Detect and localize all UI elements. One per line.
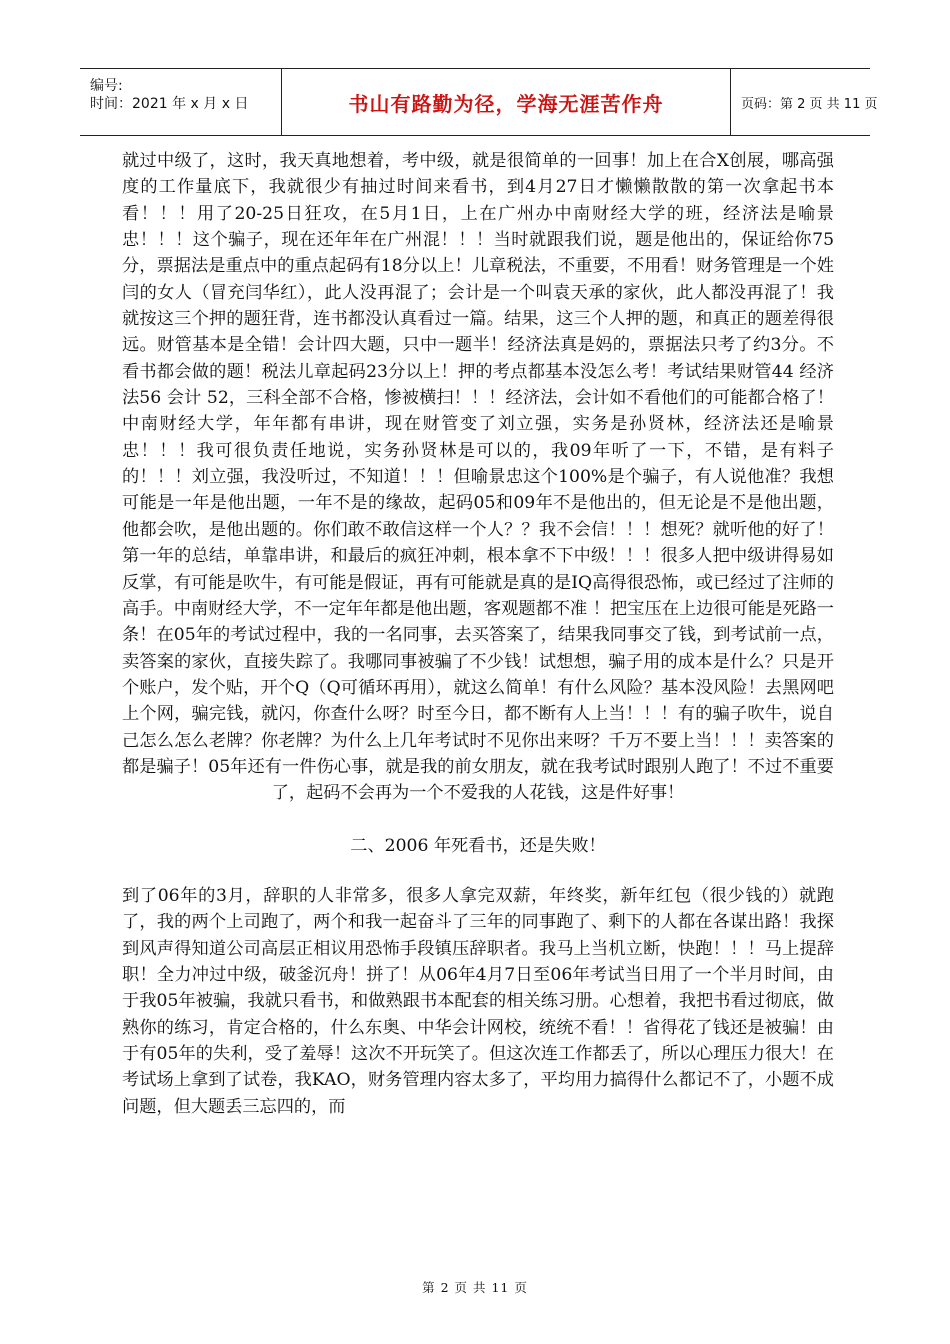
body-paragraph-2: 到了06年的3月，辞职的人非常多，很多人拿完双薪，年终奖，新年红包（很少钱的）就跑了，我的两个上司跑了，两个和我一起奋斗了三年的同事跑了、剩下的人都在各谋出路！我探到风声得知道公司高层正相议用恐怖手段镇压辞职者。我马上当机立断，快跑！！！马上提辞职！全力冲过中级，破釜沉舟！拼了！从06年4月7日至06年考试当日用了一个半月时间，由于我05年被骗，我就只看书，和做熟跟书本配套的相关练习册。心想着，我把书看过彻底，做熟你的练习，肯定合格的，什么东奥、中华会计网校，统统不看！！省得花了钱还是被骗！由于有05年的失利，受了羞辱！这次不开玩笑了。但这次连工作都丢了，所以心理压力很大！在考试场上拿到了试卷，我KAO，财务管理内容太多了，平均用力搞得什么都记不了，小题不成问题，但大题丢三忘四的，而 — [122, 885, 834, 1117]
header-page-cell — [731, 69, 878, 135]
header-page-info: 页码：第 2 页 共 11 页 — [741, 96, 878, 112]
body-paragraph-1: 就过中级了，这时，我天真地想着，考中级，就是很简单的一回事！加上在合X创展，哪高强度的工作量底下，我就很少有抽过时间来看书，到4月27日才懒懒散散的第一次拿起书本看！！！用了20-25日狂攻，在5月1日，上在广州办中南财经大学的班，经济法是喻景忠！！！这个骗子，现在还年年在广州混！！！当时就跟我们说，题是他出的，保证给你75分，票据法是重点中的重点起码有18分以上！儿章税法，不重要，不用看！财务管理是一个姓闫的女人（冒充闫华红），此人没再混了；会计是一个叫袁天承的家伙，此人都没再混了！我就按这三个押的题狂背，连书都没认真看过一篇。结果，这三个人押的题，和真正的题差得很远。财管基本是全错！会计四大题，只中一题半！经济法真是妈的，票据法只考了约3分。不看书都会做的题！税法儿章起码23分以上！押的考点都基本没怎么考！考试结果财管44 经济法56 会计 52，三科全部不合格，惨被横扫！！！经济法，会计如不看他们的可能都合格了！中南财经大学，年年都有串讲，现在财管变了刘立强，实务是孙贤林，经济法还是喻景忠！！！我可很负责任地说，实务孙贤林是可以的，我09年听了一下，不错，是有料子的！！！刘立强，我没听过，不知道！！！但喻景忠这个100%是个骗子，有人说他准？我想可能是一年是他出题，一年不是的缘故，起码05和09年不是他出的，但无论是不是他出题，他都会吹，是他出题的。你们敢不敢信这样一个人？？我不会信！！！想死？就听他的好了！第一年的总结，单靠串讲，和最后的疯狂冲刺，根本拿不下中级！！！很多人把中级讲得易如反掌，有可能是吹牛，有可能是假证，再有可能就是真的是IQ高得很恐怖，或已经过了注师的高手。中南财经大学，不一定年年都是他出题，客观题都不准 ！把宝压在上边很可能是死路一条！在05年的考试过程中，我的一名同事，去买答案了，结果我同事交了钱，到考试前一点，卖答案的家伙，直接失踪了。我哪同事被骗了不少钱！试想想，骗子用的成本是什么？只是开个账户，发个贴，开个Q（Q可循环再用），就这么简单！有什么风险？基本没风险！去黑网吧上个网，骗完钱，就闪，你查什么呀？时至今日，都不断有人上当！！！有的骗子吹牛，说自己怎么怎么老牌？你老牌？为什么上几年考试时不见你出来呀？千万不要上当！！！卖答案的都是骗子！05年还有一件伤心事，就是我的前女朋友，就在我考试时跟别人跑了！不过不重要了，起码不会再为一个不爱我的人花钱，这是件好事！ — [122, 151, 834, 804]
document-number-label: 编号: — [90, 78, 123, 94]
header-motto: 书山有路勤为径，学海无涯苦作舟 — [348, 91, 664, 116]
header-motto-cell — [282, 69, 731, 135]
document-header — [80, 68, 878, 136]
document-body — [122, 148, 834, 1120]
header-meta-cell — [80, 69, 282, 135]
section-heading-2: 二、2006 年死看书，还是失败！ — [350, 835, 606, 856]
page-footer: 第 2 页 共 11 页 — [422, 1280, 528, 1295]
document-date-label: 时间：2021 年 x 月 x 日 — [90, 96, 249, 112]
